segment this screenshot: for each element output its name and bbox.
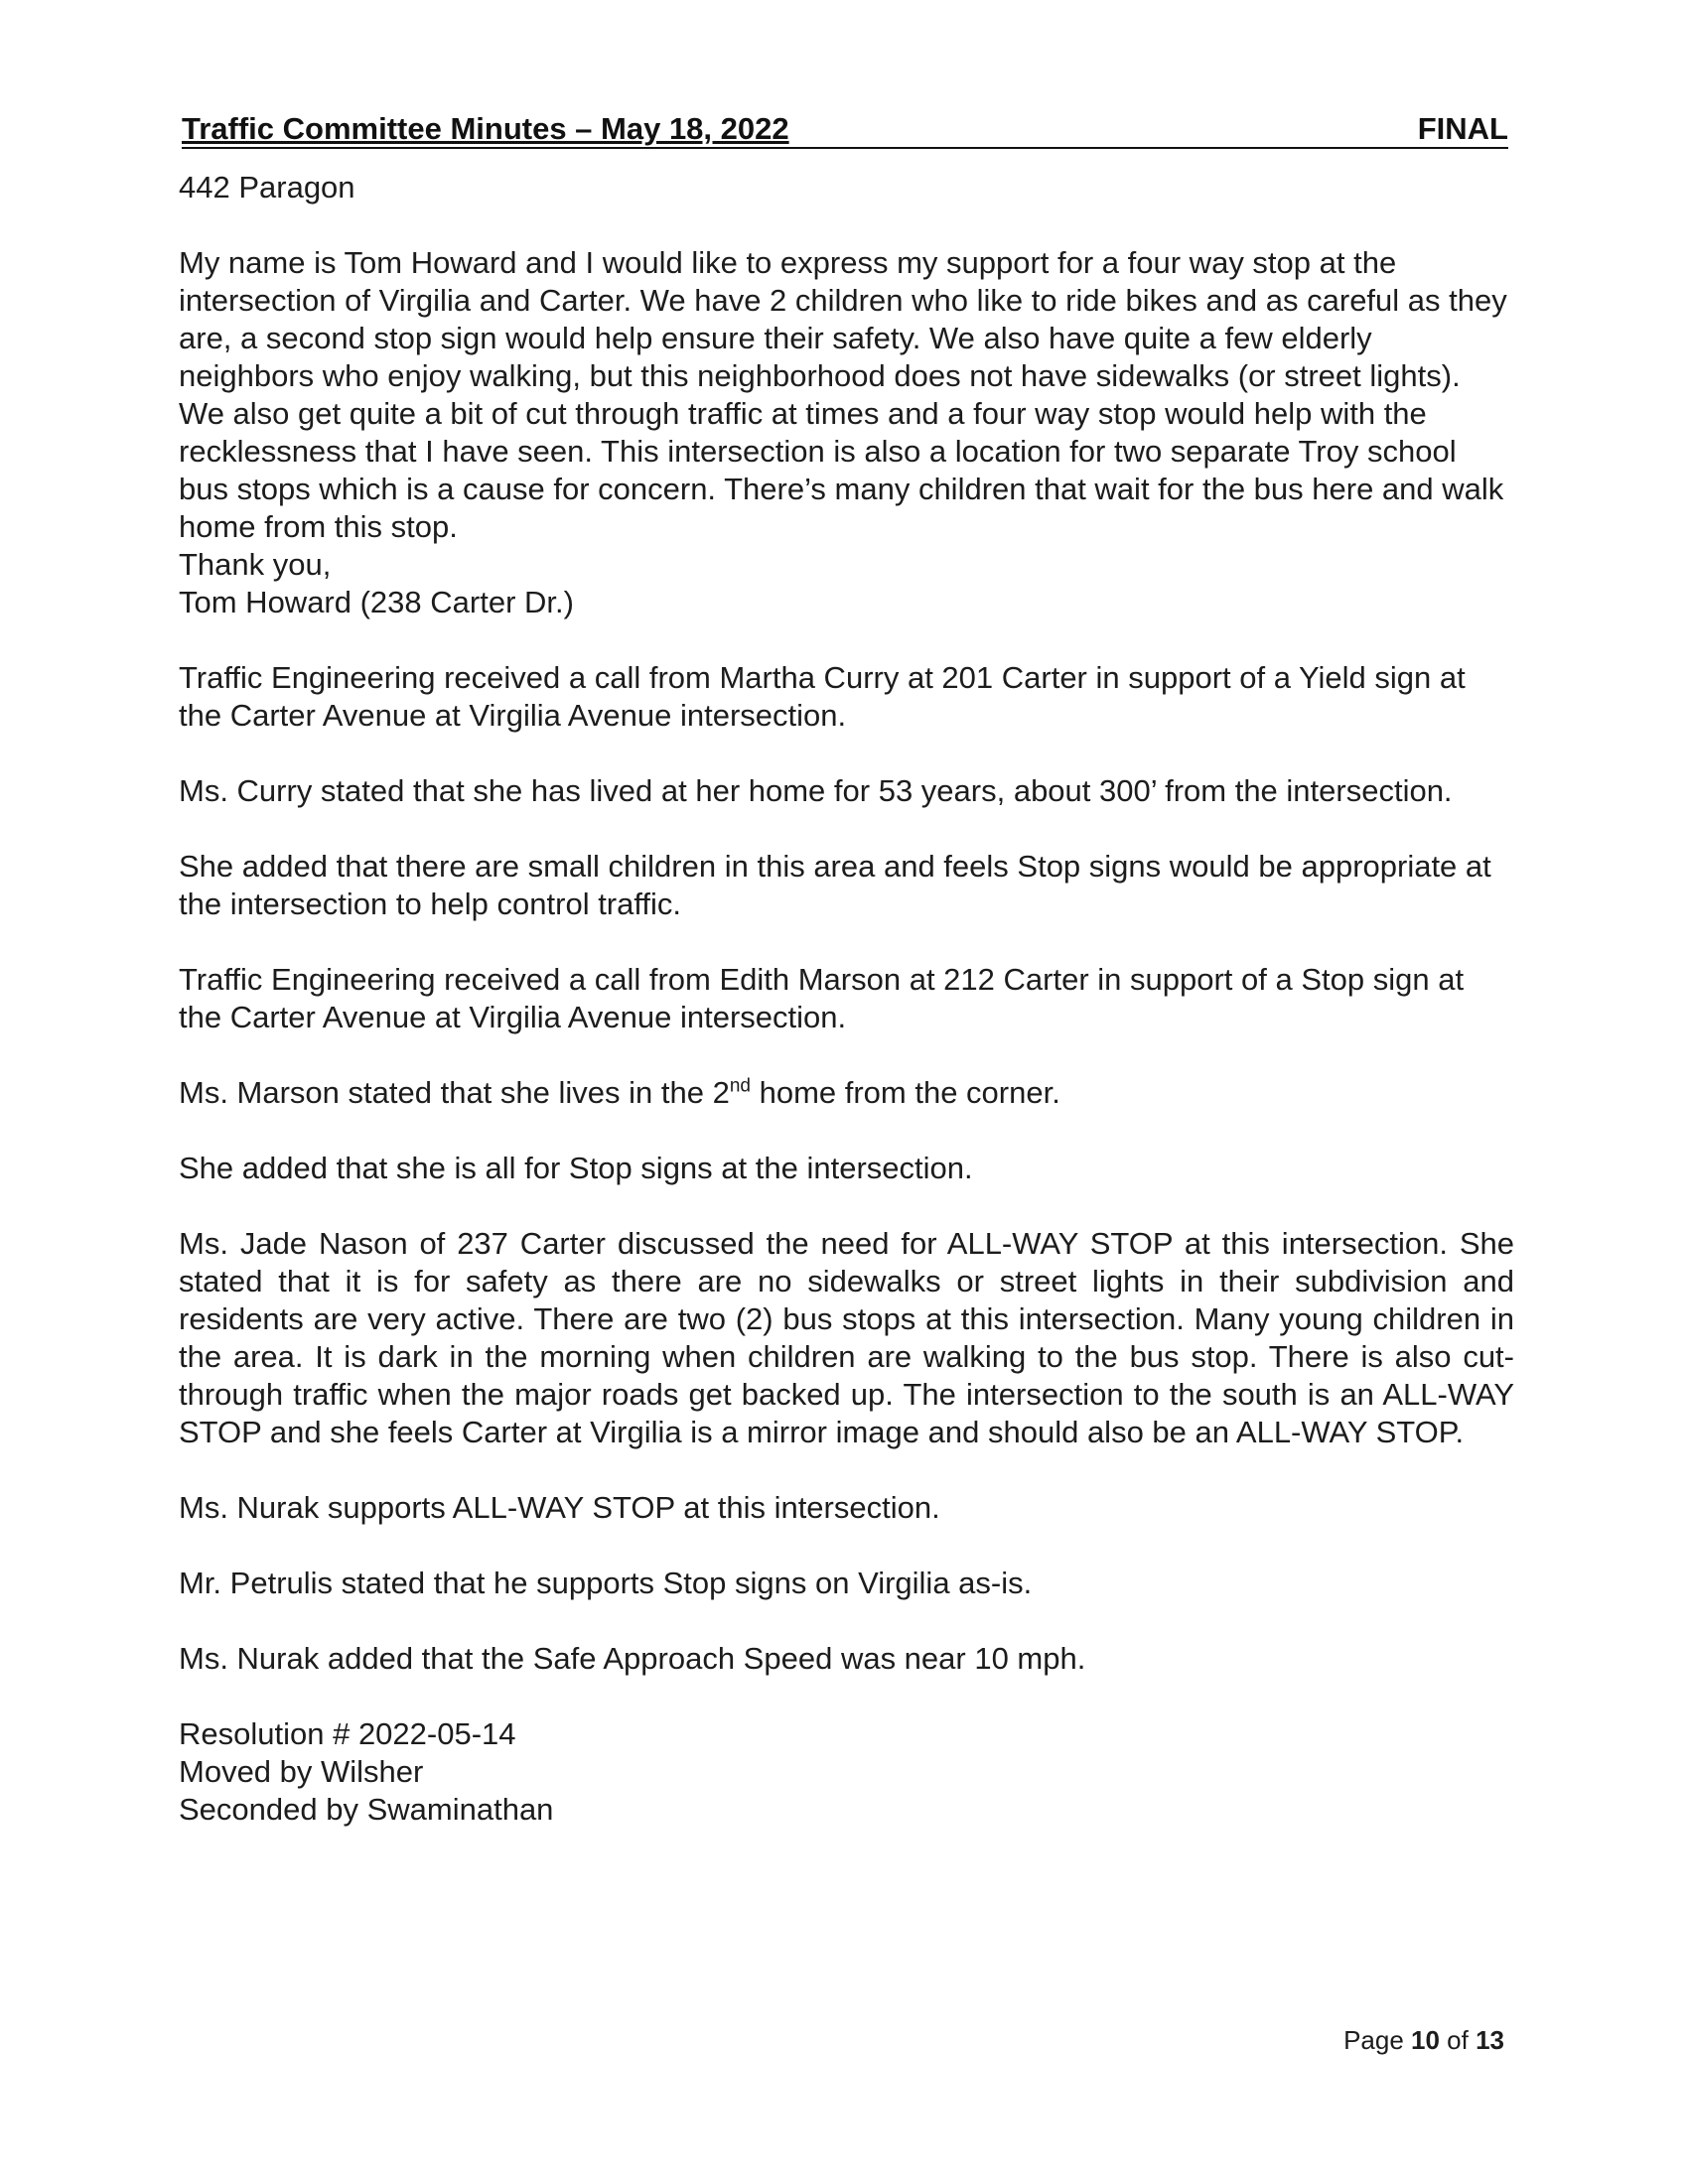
address-line: 442 Paragon	[179, 170, 355, 205]
marson-added-paragraph: She added that she is all for Stop signs at the intersection.	[179, 1151, 973, 1185]
marson-statement-paragraph	[179, 1074, 1514, 1112]
howard-letter: My name is Tom Howard and I would like to express my support for a four way stop at the intersection of Virgilia and Carter. We have 2 children who like to ride bikes and as careful as they are, a second stop sign would help ensure their safety. We also have quite a few elderly neighbors who enjoy walking, but this neighborhood does not have sidewalks (or street lights). We also get quite a bit of cut through traffic at times and a four way stop would help with the recklessness that I have seen. This intersection is also a location for two separate Troy school bus stops which is a cause for concern. There’s many children that wait for the bus here and walk home from this stop.	[179, 245, 1507, 544]
marson-statement-end: home from the corner.	[750, 1075, 1060, 1110]
howard-signature: Tom Howard (238 Carter Dr.)	[179, 585, 574, 619]
marson-statement-text: Ms. Marson stated that she lives in the 2	[179, 1075, 730, 1110]
document-body	[179, 169, 1514, 1829]
page-number: 10	[1411, 2025, 1440, 2055]
nurak-added-paragraph: Ms. Nurak added that the Safe Approach Speed was near 10 mph.	[179, 1641, 1086, 1676]
document-title: Traffic Committee Minutes – May 18, 2022	[182, 111, 789, 146]
page-prefix: Page	[1343, 2025, 1412, 2055]
marson-call-paragraph: Traffic Engineering received a call from Edith Marson at 212 Carter in support of a Stop sign at the Carter Avenue at Virgilia Avenue intersection.	[179, 962, 1465, 1034]
curry-call-paragraph: Traffic Engineering received a call from Martha Curry at 201 Carter in support of a Yield sign at the Carter Avenue at Virgilia Avenue intersection.	[179, 660, 1466, 733]
page-middle: of	[1439, 2025, 1477, 2055]
curry-statement-paragraph: Ms. Curry stated that she has lived at her home for 53 years, about 300’ from the intersection.	[179, 773, 1453, 808]
howard-closing: Thank you,	[179, 547, 332, 582]
moved-by: Moved by Wilsher	[179, 1754, 424, 1789]
page-footer	[1343, 2025, 1504, 2056]
curry-added-paragraph: She added that there are small children in this area and feels Stop signs would be appropriate at the intersection to help control traffic.	[179, 849, 1491, 921]
page-header	[182, 107, 1508, 149]
status-label: FINAL	[1417, 111, 1508, 146]
petrulis-paragraph: Mr. Petrulis stated that he supports Stop signs on Virgilia as-is.	[179, 1566, 1033, 1600]
nurak-supports-paragraph: Ms. Nurak supports ALL-WAY STOP at this intersection.	[179, 1490, 940, 1525]
seconded-by: Seconded by Swaminathan	[179, 1792, 554, 1827]
nason-paragraph: Ms. Jade Nason of 237 Carter discussed the need for ALL-WAY STOP at this intersection. She stated that it is for safety as there are no sidewalks or street lights in their subdivision and residents are very active. There are two (2) bus stops at this intersection. Many young children in the area. It is dark in the morning when children are walking to the bus stop. There is also cut-through traffic when the major roads get backed up. The intersection to the south is an ALL-WAY STOP and she feels Carter at Virgilia is a mirror image and should also be an ALL-WAY STOP.	[179, 1226, 1514, 1449]
page-total: 13	[1476, 2025, 1504, 2055]
resolution-number: Resolution # 2022-05-14	[179, 1716, 516, 1751]
ordinal-suffix: nd	[729, 1075, 751, 1097]
